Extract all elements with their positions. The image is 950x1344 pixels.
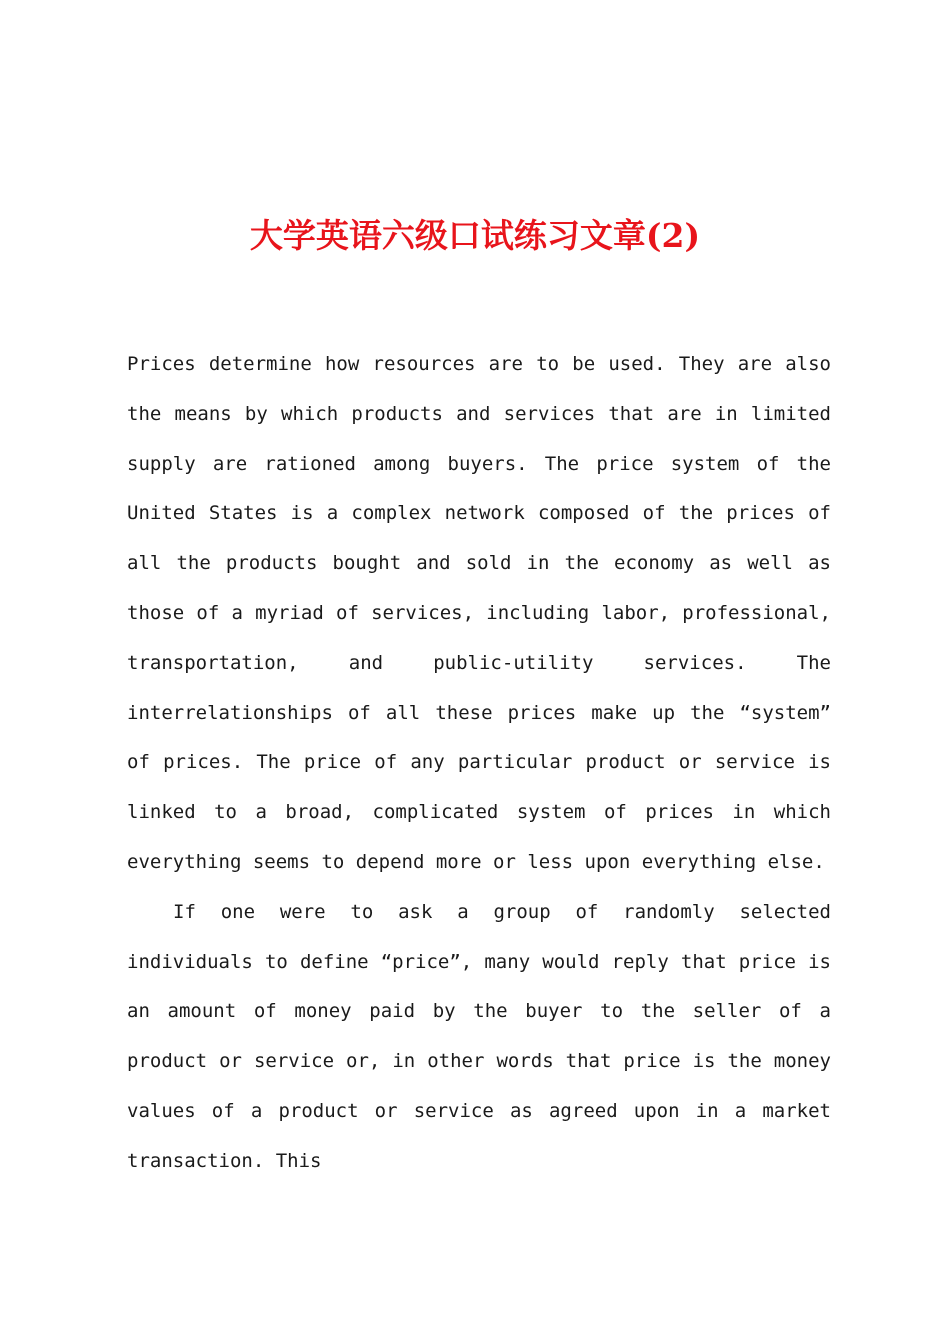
paragraph-1: Prices determine how resources are to be used. They are also the means by which products and services that are in limited supply are rationed among buyers. The price system of the United States is a complex network composed of the prices of all the products bought and sold in the economy as well as those of a myriad of services, including labor, professional, transportation, and public-utility services. The interrelationships of all these prices make up the “system” of prices. The price of any particular product or service is linked to a broad, complicated system of prices in which everything seems to depend more or less upon everything else. <box>127 353 831 873</box>
document-title: 大学英语六级口试练习文章(2) <box>249 216 701 255</box>
paragraph-2: If one were to ask a group of randomly selected individuals to define “price”, many would reply that price is an amount of money paid by the buyer to the seller of a product or service or, in other words that price is the money values of a product or service as agreed upon in a market transaction. This <box>127 900 831 1172</box>
document-body <box>127 340 831 1187</box>
